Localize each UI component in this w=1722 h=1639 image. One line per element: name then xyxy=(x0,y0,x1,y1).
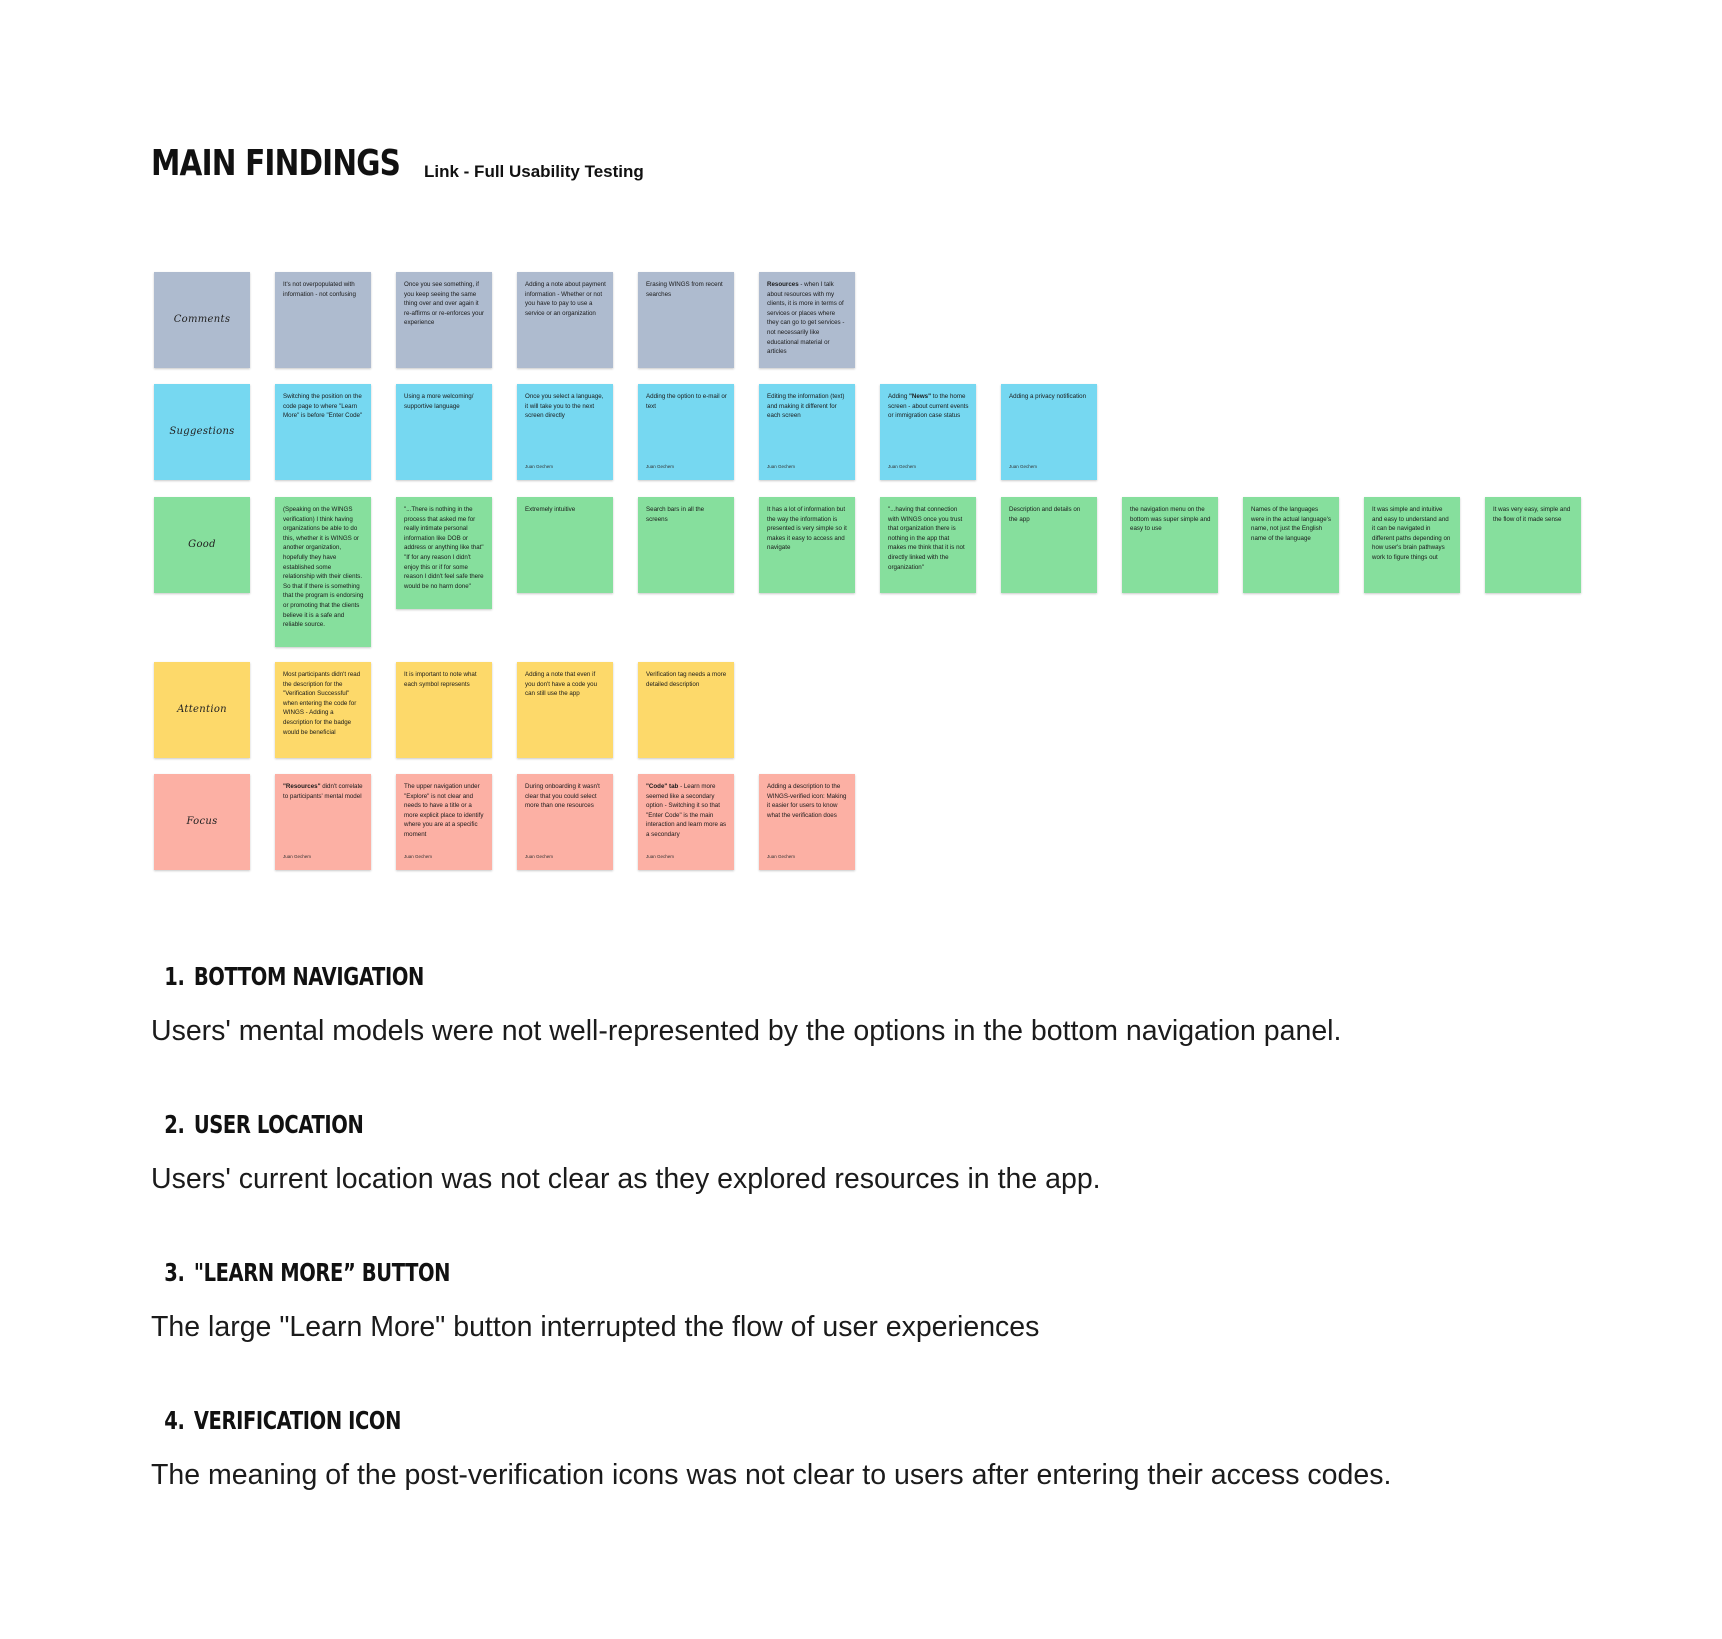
sticky-note-author: Juan Gechem xyxy=(646,464,675,470)
sticky-note-author: Juan Gechem xyxy=(283,854,312,860)
sticky-note[interactable] xyxy=(396,774,492,870)
sticky-note[interactable] xyxy=(517,774,613,870)
sticky-note[interactable] xyxy=(638,384,734,480)
sticky-note-text: Erasing WINGS from recent searches xyxy=(646,281,723,298)
finding-title: BOTTOM NAVIGATION xyxy=(193,962,424,991)
sticky-note-text: "Code" tab - Learn more seemed like a secondary option - Switching it so that "Enter Code" is the main interaction and learn more as a secondary xyxy=(646,783,727,838)
sticky-note-author: Juan Gechem xyxy=(1009,464,1038,470)
finding-description: Users' current location was not clear as they explored resources in the app. xyxy=(151,1163,1101,1195)
finding-item xyxy=(151,1108,1101,1196)
sticky-note-author: Juan Gechem xyxy=(404,854,433,860)
sticky-note-text: Adding a note that even if you don't have a code you can still use the app xyxy=(525,671,598,698)
sticky-note-text: Adding a privacy notification xyxy=(1009,393,1087,400)
sticky-note[interactable] xyxy=(880,497,976,593)
sticky-note[interactable] xyxy=(638,272,734,368)
finding-item xyxy=(151,1404,1391,1492)
sticky-note-text: Once you see something, if you keep seeing the same thing over and over again it re-affirms or re-enforces your experience xyxy=(404,281,485,327)
sticky-note-text: Using a more welcoming/ supportive language xyxy=(404,393,474,410)
finding-number: 3. xyxy=(164,1258,185,1287)
sticky-note-author: Juan Gechem xyxy=(767,464,796,470)
sticky-note-text: "...having that connection with WINGS once you trust that organization there is nothing in the app that makes me think that it is not directly linked with the organization" xyxy=(888,506,965,571)
finding-heading xyxy=(151,960,1080,994)
sticky-note[interactable] xyxy=(275,272,371,368)
sticky-note-text: It was simple and intuitive and easy to understand and it can be navigated in different paths depending on how user's brain pathways work to figure things out xyxy=(1372,506,1451,561)
sticky-note[interactable] xyxy=(275,497,371,647)
row-label: Focus xyxy=(186,816,218,828)
finding-description: The large "Learn More" button interrupted the flow of user experiences xyxy=(151,1311,1040,1343)
sticky-note-text: Adding the option to e-mail or text xyxy=(646,393,727,410)
finding-description: The meaning of the post-verification icons was not clear to users after entering their access codes. xyxy=(151,1459,1392,1491)
finding-item xyxy=(151,960,1341,1048)
row-label: Attention xyxy=(177,704,227,716)
row-label-note[interactable] xyxy=(154,662,250,758)
row-label: Comments xyxy=(173,314,231,326)
row-label-note[interactable] xyxy=(154,272,250,368)
sticky-note[interactable] xyxy=(638,774,734,870)
sticky-note[interactable] xyxy=(638,662,734,758)
sticky-note[interactable] xyxy=(759,497,855,593)
sticky-note[interactable] xyxy=(396,384,492,480)
sticky-note-text: It is important to note what each symbol represents xyxy=(404,671,477,688)
sticky-note-text: It has a lot of information but the way the information is presented is very simple so it makes it easy to access and navigate xyxy=(767,506,847,552)
sticky-note-author: Juan Gechem xyxy=(888,464,917,470)
sticky-note[interactable] xyxy=(1001,384,1097,480)
sticky-note-text: "...There is nothing in the process that asked me for really intimate personal information like DOB or address or anything like that" "If for any reason I didn't enjoy this or if for some reason I didn't feel safe there would be no harm done" xyxy=(404,506,484,590)
sticky-note[interactable] xyxy=(1243,497,1339,593)
sticky-note[interactable] xyxy=(275,384,371,480)
sticky-note[interactable] xyxy=(517,662,613,758)
sticky-note-text: During onboarding it wasn't clear that you could select more than one resources xyxy=(525,783,600,810)
finding-heading xyxy=(151,1256,844,1290)
finding-number: 4. xyxy=(164,1406,185,1435)
sticky-note[interactable] xyxy=(396,497,492,609)
sticky-note-text: the navigation menu on the bottom was super simple and easy to use xyxy=(1130,506,1211,533)
sticky-note[interactable] xyxy=(880,384,976,480)
sticky-note-text: It's not overpopulated with information - not confusing xyxy=(283,281,356,298)
page-title: MAIN FINDINGS xyxy=(151,143,401,184)
sticky-note[interactable] xyxy=(759,384,855,480)
sticky-note[interactable] xyxy=(396,662,492,758)
sticky-note[interactable] xyxy=(759,774,855,870)
sticky-note-text: It was very easy, simple and the flow of it made sense xyxy=(1493,506,1571,523)
sticky-note-text: Adding "News" to the home screen - about current events or immigration case status xyxy=(888,393,969,420)
sticky-note[interactable] xyxy=(517,497,613,593)
sticky-note[interactable] xyxy=(1001,497,1097,593)
sticky-note[interactable] xyxy=(275,662,371,758)
sticky-note-text: Verification tag needs a more detailed description xyxy=(646,671,727,688)
sticky-note-author: Juan Gechem xyxy=(525,854,554,860)
sticky-note-text: Editing the information (text) and making it different for each screen xyxy=(767,393,845,420)
sticky-note[interactable] xyxy=(275,774,371,870)
sticky-note-text: Names of the languages were in the actual language's name, not just the English name of the language xyxy=(1251,506,1331,542)
sticky-note[interactable] xyxy=(517,272,613,368)
finding-number: 2. xyxy=(164,1110,185,1139)
finding-description: Users' mental models were not well-represented by the options in the bottom navigation panel. xyxy=(151,1015,1342,1047)
row-label-note[interactable] xyxy=(154,497,250,593)
sticky-note-text: (Speaking on the WINGS verification) I think having organizations be able to do this, whether it is WINGS or another organization, hopefully they have established some relationship with their clients. So that if there is something that the program is endorsing or promoting that the clients believe it is a safe and reliable source. xyxy=(283,506,364,629)
finding-title: VERIFICATION ICON xyxy=(193,1406,402,1435)
finding-title: USER LOCATION xyxy=(193,1110,364,1139)
sticky-note-text: Most participants didn't read the description for the "Verification Successful" when entering the code for WINGS - Adding a description for the badge would be beneficial xyxy=(283,671,361,736)
sticky-note-text: Search bars in all the screens xyxy=(646,506,705,523)
row-label-note[interactable] xyxy=(154,774,250,870)
sticky-note-author: Juan Gechem xyxy=(646,854,675,860)
finding-number: 1. xyxy=(164,962,185,991)
usability-testing-link[interactable]: Link - Full Usability Testing xyxy=(424,162,644,181)
sticky-note[interactable] xyxy=(1485,497,1581,593)
sticky-note-text: Once you select a language, it will take you to the next screen directly xyxy=(525,393,604,420)
sticky-note[interactable] xyxy=(759,272,855,368)
sticky-note[interactable] xyxy=(396,272,492,368)
sticky-note-author: Juan Gechem xyxy=(525,464,554,470)
finding-item xyxy=(151,1256,1039,1344)
sticky-note-text: Adding a note about payment information - Whether or not you have to pay to use a service or an organization xyxy=(525,281,606,317)
page-header xyxy=(151,142,644,186)
sticky-note-text: "Resources" didn't correlate to participants' mental model xyxy=(283,783,363,800)
row-label: Suggestions xyxy=(169,426,235,438)
finding-heading xyxy=(151,1108,892,1142)
sticky-note[interactable] xyxy=(517,384,613,480)
sticky-note[interactable] xyxy=(638,497,734,593)
row-label: Good xyxy=(188,539,216,551)
sticky-note-text: Adding a description to the WINGS-verified icon: Making it easier for users to know what the verification does xyxy=(767,783,847,819)
sticky-note-author: Juan Gechem xyxy=(767,854,796,860)
row-label-note[interactable] xyxy=(154,384,250,480)
sticky-note-text: Resources - when I talk about resources with my clients, it is more in terms of services or places where they can go to get services - not necessarily like educational material or articles xyxy=(767,281,845,356)
sticky-note-text: Extremely intuitive xyxy=(525,506,576,513)
sticky-note[interactable] xyxy=(1122,497,1218,593)
sticky-note-text: The upper navigation under "Explore" is not clear and needs to have a title or a more explicit place to identify where you are at a specific moment xyxy=(404,783,484,838)
sticky-note[interactable] xyxy=(1364,497,1460,593)
finding-heading xyxy=(151,1404,1119,1438)
sticky-note-text: Description and details on the app xyxy=(1009,506,1081,523)
sticky-note-text: Switching the position on the code page to where "Learn More" is before "Enter Code" xyxy=(283,393,363,420)
finding-title: "LEARN MORE” BUTTON xyxy=(193,1258,451,1287)
